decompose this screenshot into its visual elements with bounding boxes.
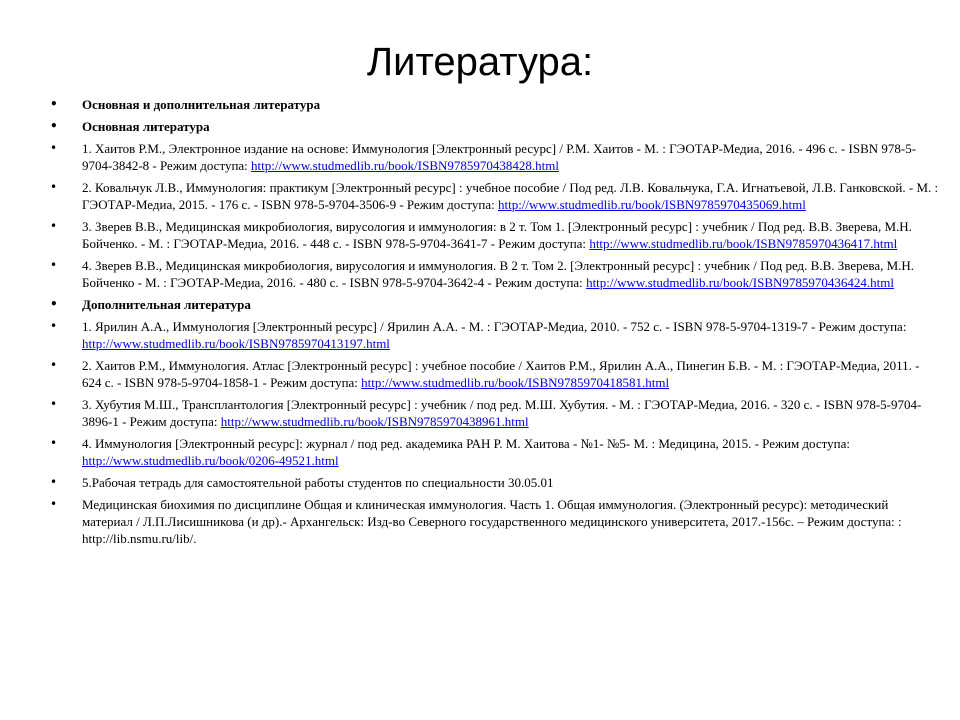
reference-link[interactable]: http://www.studmedlib.ru/book/0206-49521.html: [82, 453, 339, 468]
bullet-icon: •: [50, 141, 58, 155]
item-text: 1. Ярилин А.А., Иммунология [Электронный ресурс] / Ярилин А.А. - М. : ГЭОТАР-Медиа, 2010. - 752 с. - ISBN 978-5-9704-1319-7 - Режим доступа:: [82, 319, 907, 334]
reference-link[interactable]: http://www.studmedlib.ru/book/ISBN9785970436424.html: [586, 275, 894, 290]
list-item: [50, 179, 940, 213]
list-item: [50, 474, 940, 491]
item-text: 5.Рабочая тетрадь для самостоятельной работы студентов по специальности 30.05.01: [82, 475, 554, 490]
item-text: 4. Иммунология [Электронный ресурс]: журнал / под ред. академика РАН Р. М. Хаитова - №1- №5- М. : Медицина, 2015. - Режим доступа:: [82, 436, 850, 451]
bullet-icon: •: [50, 219, 58, 233]
bullet-icon: •: [50, 436, 58, 450]
list-item: [50, 96, 940, 113]
item-text: 3. Хубутия М.Ш., Трансплантология [Электронный ресурс] : учебник / под ред. М.Ш. Хубутия. - М. : ГЭОТАР-Медиа, 2016. - 320 с. - ISBN 978-5-9704-3896-1 - Режим доступа:: [82, 397, 922, 429]
list-item: [50, 218, 940, 252]
reference-link[interactable]: http://www.studmedlib.ru/book/ISBN9785970418581.html: [361, 375, 670, 390]
item-text: Медицинская биохимия по дисциплине Общая и клиническая иммунология. Часть 1. Общая иммунология. (Электронный ресурс): методический материал / Л.П.Лисишникова (и др).- Архангельск: Изд-во Северного государственного медицинского университета, 2017.-156с. – Режим доступа: : http://lib.nsmu.ru/lib/.: [82, 497, 902, 546]
reference-link[interactable]: http://www.studmedlib.ru/book/ISBN9785970438428.html: [251, 158, 559, 173]
bullet-icon: •: [50, 319, 58, 333]
list-item: [50, 396, 940, 430]
bullet-icon: •: [50, 97, 58, 111]
list-item: [50, 118, 940, 135]
item-text: 4. Зверев В.В., Медицинская микробиология, вирусология и иммунология. В 2 т. Том 2. [Электронный ресурс] : учебник / Под ред. В.В. Зверева, М.Н. Бойченко - М. : ГЭОТАР-Медиа, 2016. - 480 с. - ISBN 978-5-9704-3642-4 - Режим доступа:: [82, 258, 915, 290]
list-item: [50, 257, 940, 291]
reference-link[interactable]: http://www.studmedlib.ru/book/ISBN9785970438961.html: [220, 414, 529, 429]
list-item: [50, 318, 940, 352]
item-text: 1. Хаитов Р.М., Электронное издание на основе: Иммунология [Электронный ресурс] / Р.М. Хаитов - М. : ГЭОТАР-Медиа, 2016. - 496 с. - ISBN 978-5-9704-3842-8 - Режим доступа:: [82, 141, 917, 173]
reference-link[interactable]: http://www.studmedlib.ru/book/ISBN9785970435069.html: [497, 197, 806, 212]
bullet-icon: •: [50, 358, 58, 372]
reference-link[interactable]: http://www.studmedlib.ru/book/ISBN9785970436417.html: [589, 236, 898, 251]
list-item: [50, 296, 940, 313]
bullet-icon: •: [50, 475, 58, 489]
item-text: Дополнительная литература: [82, 297, 251, 312]
item-text: 2. Ковальчук Л.В., Иммунология: практикум [Электронный ресурс] : учебное пособие / Под ред. Л.В. Ковальчука, Г.А. Игнатьевой, Л.В. Ганковской. - М. : ГЭОТАР-Медиа, 2015. - 176 с. - ISBN 978-5-9704-3506-9 - Режим доступа:: [82, 180, 939, 212]
item-text: 2. Хаитов Р.М., Иммунология. Атлас [Электронный ресурс] : учебное пособие / Хаитов Р.М., Ярилин А.А., Пинегин Б.В. - М. : ГЭОТАР-Медиа, 2011. - 624 с. - ISBN 978-5-9704-1858-1 - Режим доступа:: [82, 358, 920, 390]
bullet-icon: •: [50, 397, 58, 411]
list-item: [50, 140, 940, 174]
page-title: Литература:: [366, 40, 594, 84]
reference-link[interactable]: http://www.studmedlib.ru/book/ISBN9785970413197.html: [82, 336, 390, 351]
list-item: [50, 357, 940, 391]
bullet-icon: •: [50, 497, 58, 511]
bullet-icon: •: [50, 258, 58, 272]
bullet-icon: •: [50, 297, 58, 311]
item-text: Основная литература: [82, 119, 210, 134]
bullet-icon: •: [50, 119, 58, 133]
reference-list: [50, 96, 940, 552]
item-text: 3. Зверев В.В., Медицинская микробиология, вирусология и иммунология: в 2 т. Том 1. [Электронный ресурс] : учебник / Под ред. В.В. Зверева, М.Н. Бойченко. - М. : ГЭОТАР-Медиа, 2016. - 448 с. - ISBN 978-5-9704-3641-7 - Режим доступа:: [82, 219, 912, 251]
list-item: [50, 496, 940, 547]
list-item: [50, 435, 940, 469]
bullet-icon: •: [50, 180, 58, 194]
item-text: Основная и дополнительная литература: [82, 97, 321, 112]
